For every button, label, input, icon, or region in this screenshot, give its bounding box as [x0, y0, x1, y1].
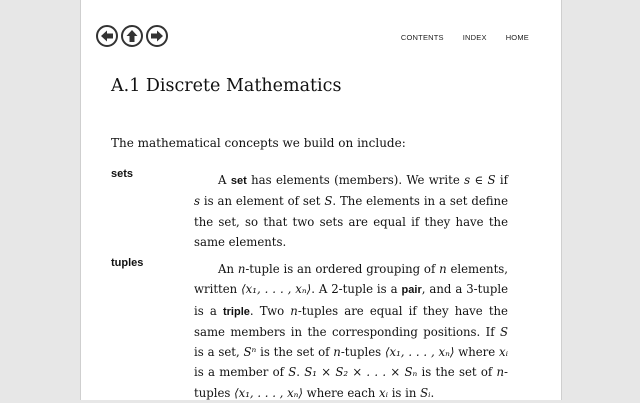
text: .	[430, 385, 435, 400]
text: . Two	[249, 303, 291, 318]
text: is a member of	[194, 365, 289, 380]
home-link[interactable]: HOME	[505, 33, 529, 42]
page	[80, 0, 562, 400]
definition-tuples	[194, 259, 508, 403]
text: A	[218, 173, 231, 187]
text: is a set,	[194, 345, 244, 360]
contents-link[interactable]: CONTENTS	[400, 33, 444, 42]
index-link[interactable]: INDEX	[462, 33, 487, 42]
text: -tuples	[340, 345, 385, 360]
math: ⟨x₁, . . . , xₙ⟩	[241, 282, 312, 297]
back-button[interactable]	[96, 25, 118, 47]
arrow-left-icon	[100, 29, 114, 43]
arrow-right-icon	[150, 29, 164, 43]
page-title: A.1 Discrete Mathematics	[111, 76, 342, 96]
text: where	[454, 345, 500, 360]
text: elements, written	[194, 262, 508, 297]
text: is the set of	[417, 365, 497, 380]
top-links	[401, 33, 529, 42]
math: n	[439, 262, 447, 276]
math: Sⁿ	[243, 345, 257, 360]
math: S	[324, 194, 333, 209]
text: is an element of set	[200, 194, 325, 209]
math: S₁ × S₂ × . . . × Sₙ	[304, 365, 418, 380]
term-tuples: tuples	[111, 257, 144, 269]
text: -tuple is an ordered grouping of	[245, 262, 440, 276]
math: ⟨x₁, . . . , xₙ⟩	[234, 385, 303, 400]
math: S	[499, 324, 508, 339]
up-button[interactable]	[121, 25, 143, 47]
math: n	[333, 345, 341, 360]
intro-text: The mathematical concepts we build on include:	[111, 136, 406, 150]
text: . The elements in a set define the set, so that two sets are equal if they have the same elements.	[194, 194, 508, 249]
text: , and a 3-tuple is a	[194, 282, 508, 318]
arrow-up-icon	[125, 29, 139, 43]
text: . A 2-tuple is a	[311, 282, 402, 297]
keyword: triple	[222, 305, 250, 318]
definition-sets	[194, 170, 508, 252]
text: has elements (members). We write	[246, 173, 465, 187]
keyword: pair	[401, 284, 422, 297]
text: if	[495, 173, 508, 187]
text: An	[218, 262, 238, 276]
math: n	[290, 303, 298, 318]
text: -tuples are equal if they have the same members in the corresponding positions. If	[194, 303, 508, 339]
math: S	[288, 365, 297, 380]
math: s	[194, 194, 200, 209]
math: ⟨x₁, . . . , xₙ⟩	[384, 345, 455, 360]
keyword: set	[230, 175, 247, 187]
text: -tuples	[194, 365, 508, 400]
nav-buttons	[96, 25, 168, 47]
math: n	[237, 262, 246, 276]
math: s ∈ S	[464, 173, 496, 187]
text: .	[296, 365, 305, 380]
math: xᵢ	[499, 345, 508, 360]
math: n	[496, 365, 505, 380]
text: is the set of	[256, 345, 334, 360]
forward-button[interactable]	[146, 25, 168, 47]
math: Sᵢ	[420, 385, 431, 400]
math: xᵢ	[379, 385, 388, 400]
text: where each	[302, 385, 380, 400]
term-sets: sets	[111, 168, 134, 180]
text: is in	[387, 385, 421, 400]
